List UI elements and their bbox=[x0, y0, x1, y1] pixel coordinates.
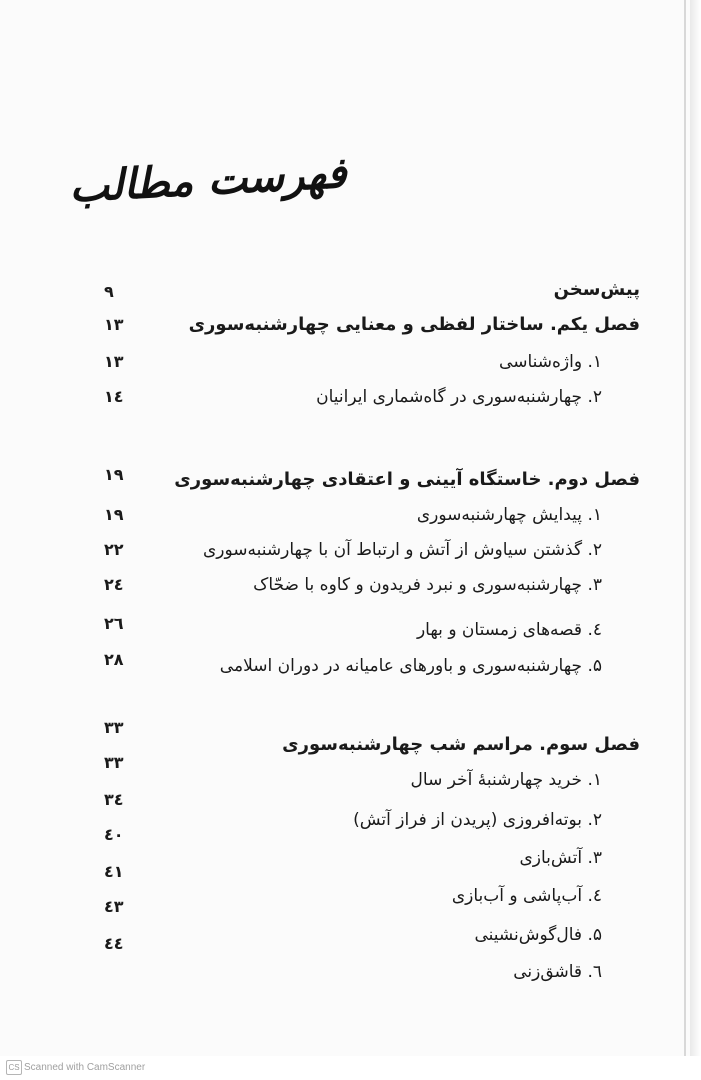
toc-entry-title: پیش‌سخن bbox=[553, 279, 640, 300]
toc-entry-title: فصل دوم. خاستگاه آیینی و اعتقادی چهارشنبه‌سوری bbox=[174, 469, 640, 490]
toc-entry-page: ۲٦ bbox=[104, 614, 124, 633]
toc-entry-title: ۳. آتش‌بازی bbox=[519, 848, 602, 868]
toc-entry-title: ٤. آب‌پاشی و آب‌بازی bbox=[451, 886, 602, 906]
toc-entry-page: ۲۲ bbox=[104, 540, 124, 559]
toc-entry-title: ٤. قصه‌های زمستان و بهار bbox=[416, 620, 602, 640]
toc-entry-page: ۱٤ bbox=[104, 387, 124, 406]
toc-entry-page: ۲۸ bbox=[104, 650, 124, 669]
toc-entry-2-4 bbox=[0, 609, 690, 639]
toc-entry-page: ۳۳ bbox=[104, 718, 124, 737]
toc-entry-chapter-2 bbox=[0, 460, 690, 490]
toc-entry-1-2 bbox=[0, 382, 690, 412]
toc-entry-title: ٦. قاشق‌زنی bbox=[513, 962, 602, 982]
toc-entry-3-4 bbox=[0, 857, 690, 906]
toc-entry-title: ۱. خرید چهارشنبهٔ آخر سال bbox=[410, 770, 602, 790]
toc-entry-page: ٤۳ bbox=[104, 897, 124, 916]
toc-entry-3-1 bbox=[0, 748, 690, 790]
toc-entry-title: فصل سوم. مراسم شب چهارشنبه‌سوری bbox=[282, 734, 640, 755]
toc-entry-page: ۱۳ bbox=[104, 352, 124, 371]
toc-entry-page: ۳٤ bbox=[104, 790, 124, 809]
scanner-watermark: Scanned with CamScanner bbox=[24, 1062, 146, 1073]
toc-entry-1-1 bbox=[0, 347, 690, 377]
toc-entry-2-5 bbox=[0, 645, 690, 675]
toc-entry-title: ۵. چهارشنبه‌سوری و باورهای عامیانه در دوران اسلامی bbox=[219, 656, 602, 676]
toc-entry-title: ۲. چهارشنبه‌سوری در گاه‌شماری ایرانیان bbox=[316, 387, 602, 407]
toc-entry-page: ۳۳ bbox=[104, 753, 124, 772]
toc-entry-title: ۱. واژه‌شناسی bbox=[499, 352, 602, 372]
toc-entry-2-1 bbox=[0, 500, 690, 530]
page-edge bbox=[690, 0, 701, 1056]
toc-entry-title: ۲. بوته‌افروزی (پریدن از فراز آتش) bbox=[353, 810, 602, 830]
page-title: فهرست مطالب bbox=[67, 148, 348, 212]
toc-entry-page: ۱۹ bbox=[104, 505, 124, 524]
toc-entry-title: ۱. پیدایش چهارشنبه‌سوری bbox=[416, 505, 602, 525]
toc-entry-page: ۹ bbox=[104, 282, 114, 301]
toc-entry-title: ۵. فال‌گوش‌نشینی bbox=[474, 925, 602, 945]
toc-entry-3-6 bbox=[0, 929, 690, 982]
toc-entry-title: ۳. چهارشنبه‌سوری و نبرد فریدون و کاوه با ضحّاک bbox=[253, 575, 602, 595]
toc-entry-title: ۲. گذشتن سیاوش از آتش و ارتباط آن با چهارشنبه‌سوری bbox=[202, 540, 602, 560]
camscanner-logo-icon: CS bbox=[6, 1060, 22, 1075]
toc-entry-page: ۱۳ bbox=[104, 315, 124, 334]
toc-entry-page: ٤۱ bbox=[104, 862, 124, 881]
toc-entry-page: ٤٤ bbox=[104, 934, 124, 953]
toc-entry-3-2 bbox=[0, 785, 690, 830]
toc-entry-title: فصل یکم. ساختار لفظی و معنایی چهارشنبه‌سوری bbox=[188, 314, 640, 335]
toc-entry-page: ٤۰ bbox=[104, 825, 124, 844]
toc-entry-3-3 bbox=[0, 820, 690, 868]
toc-entry-2-2 bbox=[0, 535, 690, 565]
toc-entry-chapter-3 bbox=[0, 713, 690, 755]
toc-entry-chapter-1 bbox=[0, 310, 690, 340]
toc-entry-page: ۲٤ bbox=[104, 575, 124, 594]
toc-entry-page: ۱۹ bbox=[104, 465, 124, 484]
toc-entry-2-3 bbox=[0, 570, 690, 600]
toc-entry-preface bbox=[0, 275, 690, 305]
